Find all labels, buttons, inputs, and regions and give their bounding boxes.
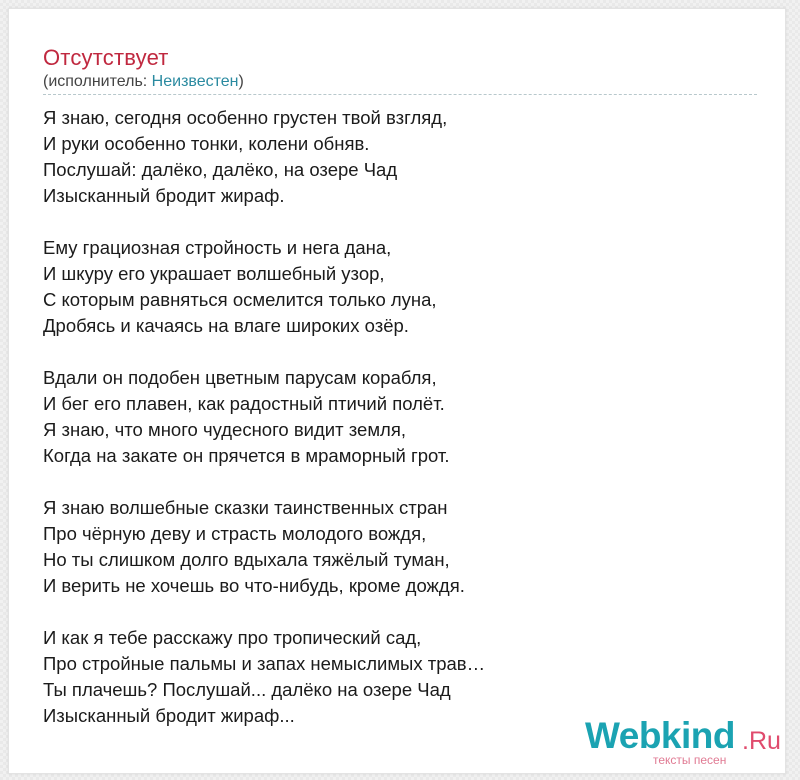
- artist-line: [43, 73, 244, 91]
- stanza: [43, 235, 763, 339]
- lyric-line: Я знаю, что много чудесного видит земля,: [43, 419, 406, 440]
- stanza: [43, 365, 763, 469]
- logo-tagline: тексты песен: [653, 753, 727, 767]
- title-divider: [43, 94, 757, 95]
- lyric-line: И как я тебе расскажу про тропический сад,: [43, 627, 422, 648]
- lyric-line: Послушай: далёко, далёко, на озере Чад: [43, 159, 398, 180]
- artist-prefix: (исполнитель:: [43, 73, 152, 90]
- lyrics-text: [43, 105, 763, 755]
- lyric-line: И бег его плавен, как радостный птичий полёт.: [43, 393, 445, 414]
- lyric-line: Когда на закате он прячется в мраморный грот.: [43, 445, 450, 466]
- logo-wordmark: Webkind: [585, 715, 735, 756]
- lyric-line: Я знаю волшебные сказки таинственных стран: [43, 497, 448, 518]
- artist-link[interactable]: Неизвестен: [151, 73, 239, 90]
- webkind-logo[interactable]: [585, 715, 785, 771]
- artist-suffix: ): [238, 73, 244, 90]
- lyric-line: Ты плачешь? Послушай... далёко на озере Чад: [43, 679, 451, 700]
- stanza: [43, 495, 763, 599]
- lyric-line: Изысканный бродит жираф.: [43, 185, 285, 206]
- lyric-line: И шкуру его украшает волшебный узор,: [43, 263, 385, 284]
- lyric-line: И руки особенно тонки, колени обняв.: [43, 133, 370, 154]
- lyric-line: Про стройные пальмы и запах немыслимых трав…: [43, 653, 486, 674]
- lyric-line: Ему грациозная стройность и нега дана,: [43, 237, 392, 258]
- lyric-line: И верить не хочешь во что-нибудь, кроме дождя.: [43, 575, 465, 596]
- logo-domain: .Ru: [742, 727, 781, 755]
- lyrics-card: [8, 8, 786, 774]
- lyric-line: Про чёрную деву и страсть молодого вождя,: [43, 523, 427, 544]
- stanza: [43, 105, 763, 209]
- lyric-line: Но ты слишком долго вдыхала тяжёлый туман,: [43, 549, 450, 570]
- lyric-line: С которым равняться осмелится только луна,: [43, 289, 437, 310]
- lyric-line: Дробясь и качаясь на влаге широких озёр.: [43, 315, 409, 336]
- lyric-line: Я знаю, сегодня особенно грустен твой взгляд,: [43, 107, 448, 128]
- lyric-line: Изысканный бродит жираф...: [43, 705, 295, 726]
- stanza: [43, 625, 763, 729]
- lyric-line: Вдали он подобен цветным парусам корабля,: [43, 367, 437, 388]
- song-title: Отсутствует: [43, 45, 169, 70]
